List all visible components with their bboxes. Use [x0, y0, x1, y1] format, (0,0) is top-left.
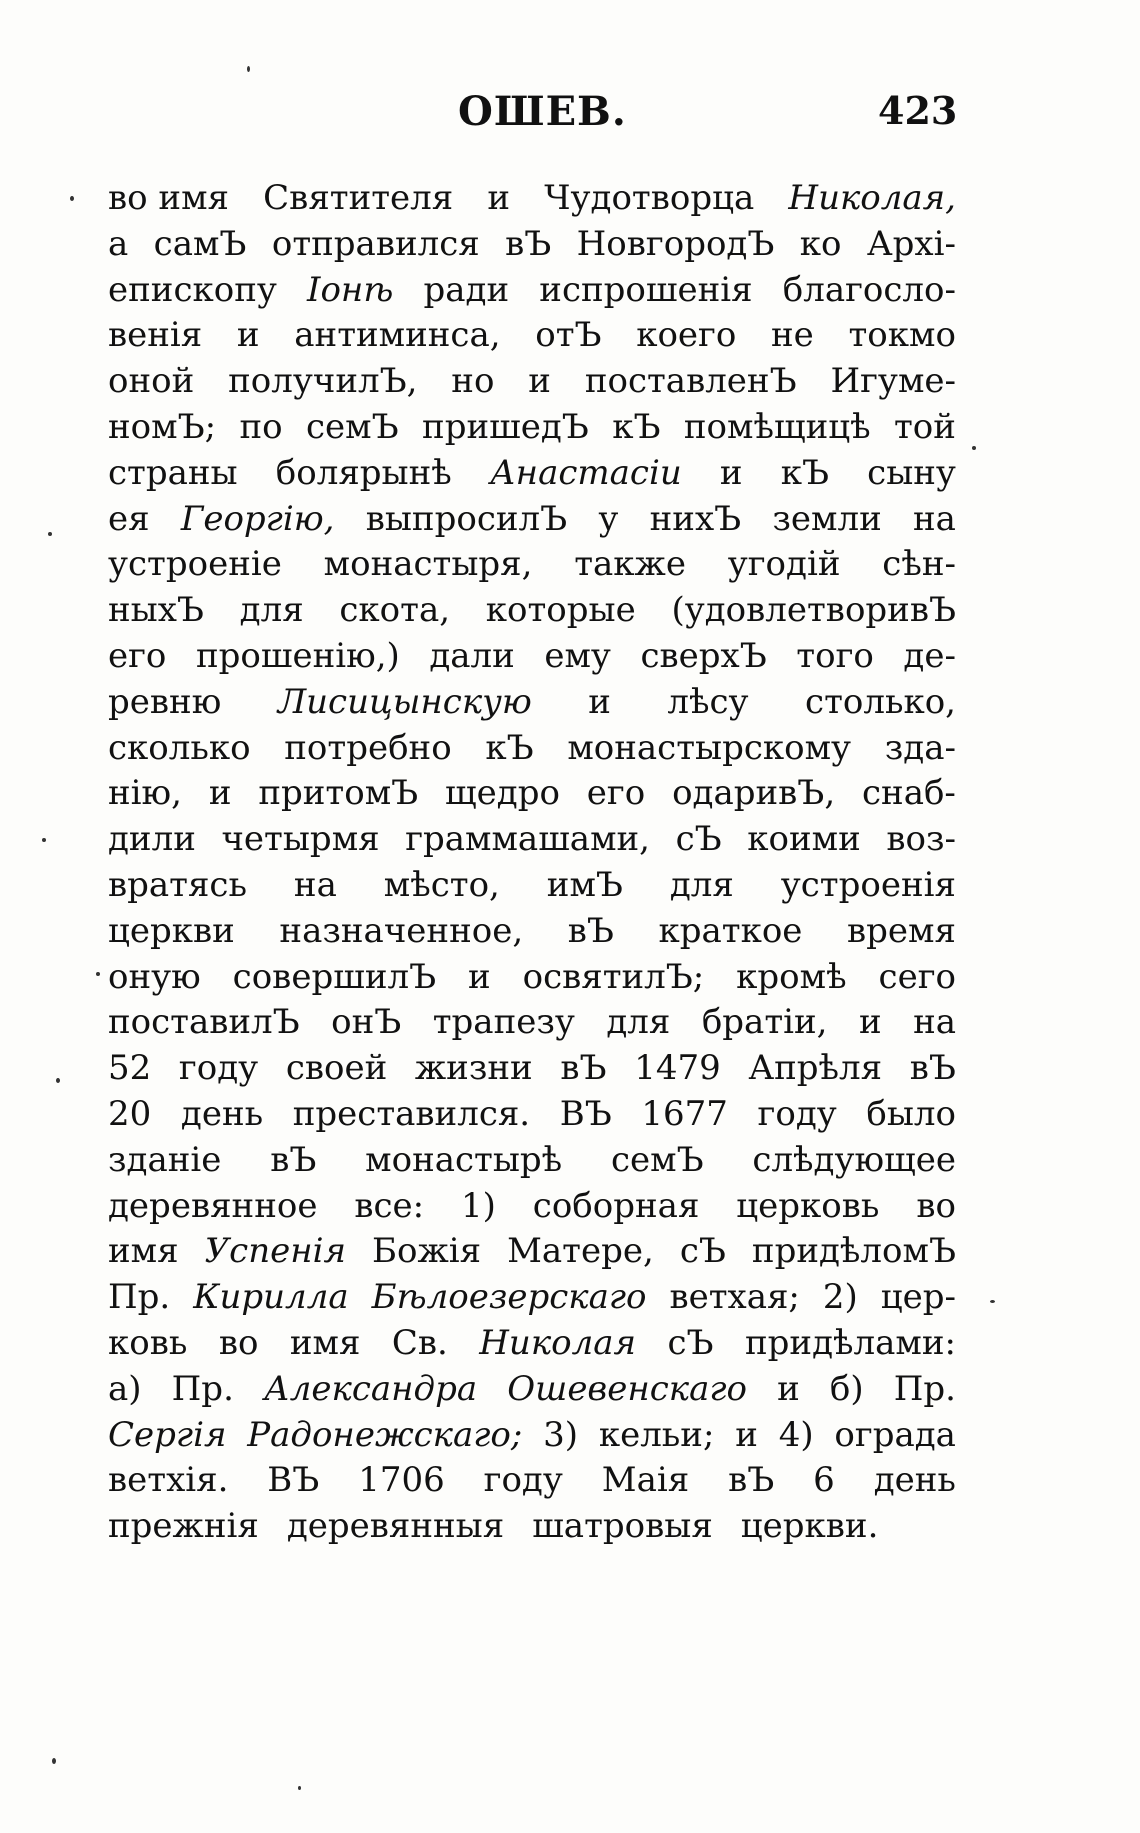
word: того: [796, 635, 874, 676]
word: монастырскому: [567, 727, 852, 768]
word: а): [108, 1368, 142, 1409]
word: на: [912, 498, 956, 539]
text-line: [108, 863, 956, 909]
scan-speck: [70, 196, 74, 201]
word: Георгію,: [180, 498, 335, 539]
word: на: [913, 1002, 956, 1043]
word: оную: [108, 956, 201, 997]
word: Кирилла: [193, 1277, 349, 1318]
word: году: [483, 1460, 563, 1501]
word: потребно: [284, 727, 452, 768]
word: сыну: [867, 452, 956, 493]
word: совершилЪ: [232, 956, 437, 997]
word: придѣломЪ: [751, 1231, 956, 1272]
text-line: [108, 1413, 956, 1459]
word: испрошенія: [539, 269, 753, 310]
word: той: [894, 406, 956, 447]
word: шатровыя: [532, 1506, 713, 1547]
page-number: 423: [878, 88, 958, 133]
word: Сергія: [108, 1414, 227, 1455]
word: и: [236, 315, 260, 356]
word: время: [847, 910, 956, 951]
word: одаривЪ,: [672, 773, 836, 814]
word: придѣлами:: [744, 1322, 956, 1363]
word: кромѣ: [736, 956, 847, 997]
text-line: [108, 497, 956, 543]
text-line: [108, 222, 956, 268]
word: (удовлетворивЪ: [671, 590, 956, 631]
word: кельи;: [598, 1414, 715, 1455]
word: церкви: [108, 910, 235, 951]
word: назначенное,: [279, 910, 524, 951]
scan-speck: [42, 838, 46, 842]
word: для: [669, 864, 734, 905]
word: день: [180, 1093, 264, 1134]
scan-speck: [96, 972, 100, 976]
word: деревянное: [108, 1185, 318, 1226]
text-line: [108, 1138, 956, 1184]
word: угодій: [727, 544, 841, 585]
word: снаб-: [861, 773, 956, 814]
word: у: [598, 498, 619, 539]
word: ея: [108, 498, 150, 539]
word: пришедЪ: [422, 406, 589, 447]
text-line: [108, 771, 956, 817]
text-line: [108, 634, 956, 680]
word: кЪ: [612, 406, 661, 447]
word: и: [858, 1002, 882, 1043]
word: поставленЪ: [584, 361, 797, 402]
word: Апрѣля: [748, 1048, 883, 1089]
word: ограда: [834, 1414, 956, 1455]
word: семЪ: [610, 1139, 704, 1180]
word: 3): [543, 1414, 579, 1455]
word: и: [487, 178, 511, 218]
word: ВЪ: [559, 1093, 612, 1134]
word: вЪ: [909, 1048, 956, 1089]
word: 20: [108, 1093, 152, 1134]
text-line: [108, 1458, 956, 1504]
text-line: [108, 176, 956, 222]
word: освятилЪ;: [522, 956, 705, 997]
word: вЪ: [560, 1048, 607, 1089]
scan-speck: [298, 1786, 301, 1790]
word: Пр.: [108, 1277, 171, 1318]
word: ветхая;: [669, 1277, 800, 1318]
word: 6: [813, 1460, 835, 1501]
word: щедро: [445, 773, 560, 814]
word: Пр.: [171, 1368, 234, 1409]
word: краткое: [658, 910, 803, 951]
word: Маія: [601, 1460, 690, 1501]
word: году: [757, 1093, 837, 1134]
word: Ошевенскаго: [507, 1368, 748, 1409]
text-line: [108, 1275, 956, 1321]
word: Чудотворца: [544, 178, 755, 218]
text-line: [108, 313, 956, 359]
word: сЪ: [675, 819, 722, 860]
word: по: [239, 406, 283, 447]
word: Бѣлоезерскаго: [371, 1277, 647, 1318]
word: вЪ: [567, 910, 614, 951]
word: мѣсто,: [383, 864, 500, 905]
word: б): [829, 1368, 864, 1409]
word: для: [606, 1002, 671, 1043]
word: зда-: [884, 727, 956, 768]
text-line: [108, 542, 956, 588]
text-line: [108, 1229, 956, 1275]
word: де-: [903, 635, 956, 676]
text-line: [108, 1092, 956, 1138]
text-line: [108, 588, 956, 634]
word: Іонѣ: [307, 269, 394, 310]
scan-speck: [990, 1300, 995, 1303]
word: венія: [108, 315, 203, 356]
word: 1): [461, 1185, 496, 1226]
word: имЪ: [546, 864, 623, 905]
text-line: [108, 451, 956, 497]
word: во: [916, 1185, 956, 1226]
scan-speck: [56, 1078, 60, 1083]
word: Святителя: [263, 178, 454, 218]
word: имя: [108, 1231, 179, 1272]
word: трапезу: [432, 1002, 575, 1043]
word: ветхія.: [108, 1460, 229, 1501]
word: цер-: [880, 1277, 956, 1318]
text-line: [108, 1184, 956, 1230]
word: номЪ;: [108, 406, 217, 447]
word: которые: [485, 590, 636, 631]
text-line: [108, 1321, 956, 1367]
word: ВЪ: [267, 1460, 320, 1501]
word: вЪ: [728, 1460, 775, 1501]
word: самЪ: [153, 223, 247, 264]
word: Николая: [479, 1322, 637, 1363]
word: отЪ: [535, 315, 602, 356]
text-line: [108, 680, 956, 726]
text-line: [108, 268, 956, 314]
word: вЪ: [270, 1139, 317, 1180]
word: Пр.: [893, 1368, 956, 1409]
word: слѣдующее: [752, 1139, 956, 1180]
text-line: [108, 909, 956, 955]
text-line: [108, 359, 956, 405]
word: ревню: [108, 681, 222, 722]
word: Александра: [264, 1368, 478, 1409]
word: дали: [429, 635, 515, 676]
word: выпросилЪ: [365, 498, 568, 539]
word: 4): [778, 1414, 814, 1455]
word: преставился.: [292, 1093, 531, 1134]
word: оной: [108, 361, 195, 402]
word: дили: [108, 819, 196, 860]
word: и: [735, 1414, 758, 1455]
scan-speck: [52, 1758, 56, 1764]
word: и: [777, 1368, 800, 1409]
word: 1706: [358, 1460, 445, 1501]
word: во: [218, 1322, 259, 1363]
word: но: [451, 361, 495, 402]
word: четырмя: [221, 819, 380, 860]
word: ко: [799, 223, 842, 264]
word: церкви.: [740, 1506, 879, 1547]
word: сего: [878, 956, 956, 997]
word: Лисицынскую: [277, 681, 532, 722]
word: Радонежскаго;: [247, 1414, 523, 1455]
word: сЪ: [667, 1322, 714, 1363]
word: все:: [354, 1185, 425, 1226]
word: кЪ: [485, 727, 534, 768]
word: семЪ: [306, 406, 399, 447]
text-line: [108, 405, 956, 451]
word: не: [771, 315, 814, 356]
word: земли: [772, 498, 882, 539]
word: Св.: [391, 1322, 448, 1363]
word: году: [178, 1048, 259, 1089]
text-line: [108, 1504, 956, 1550]
word: также: [574, 544, 686, 585]
word: деревянныя: [286, 1506, 505, 1547]
word: 1479: [634, 1048, 721, 1089]
word: имя: [289, 1322, 361, 1363]
word: 52: [108, 1048, 152, 1089]
word: скота,: [339, 590, 451, 631]
word: прежнія: [108, 1506, 259, 1547]
text-line: [108, 726, 956, 772]
word: монастырѣ: [365, 1139, 563, 1180]
word: и: [528, 361, 551, 402]
word: Божія: [372, 1231, 482, 1272]
word: и: [588, 681, 611, 722]
word: коими: [747, 819, 861, 860]
word: воз-: [886, 819, 956, 860]
word: ковь: [108, 1322, 188, 1363]
word: устроенія: [780, 864, 956, 905]
scan-speck: [972, 446, 976, 450]
word: граммашами,: [405, 819, 650, 860]
word: ему: [544, 635, 611, 676]
word: благосло-: [782, 269, 956, 310]
word: епископу: [108, 269, 277, 310]
word: и: [208, 773, 232, 814]
word: сЪ: [679, 1231, 726, 1272]
word: получилЪ,: [228, 361, 418, 402]
word: братіи,: [701, 1002, 828, 1043]
word: 1677: [641, 1093, 728, 1134]
word: церковь: [736, 1185, 880, 1226]
word: сверхЪ: [640, 635, 767, 676]
word: болярынѣ: [275, 452, 452, 493]
word: для: [239, 590, 304, 631]
text-line: [108, 1046, 956, 1092]
word: и: [719, 452, 743, 493]
word: день: [873, 1460, 956, 1501]
word: вЪ: [505, 223, 552, 264]
word: антиминса,: [294, 315, 501, 356]
word: вратясь: [108, 864, 247, 905]
text-line: [108, 955, 956, 1001]
word: прошенію,): [195, 635, 400, 676]
text-line: [108, 1000, 956, 1046]
word: токмо: [848, 315, 956, 356]
word: отправился: [271, 223, 480, 264]
word: Матере,: [507, 1231, 654, 1272]
word: онЪ: [331, 1002, 402, 1043]
word: Игуме-: [830, 361, 956, 402]
running-head: [0, 88, 1140, 138]
text-line: [108, 1367, 956, 1413]
word: устроеніе: [108, 544, 282, 585]
body-text: [108, 176, 956, 1550]
word: столько,: [805, 681, 956, 722]
word: 2): [822, 1277, 858, 1318]
word: его: [108, 635, 167, 676]
word: Архі-: [866, 223, 956, 264]
word: своей: [285, 1048, 388, 1089]
word: жизни: [414, 1048, 533, 1089]
running-head-title: ОШЕВ.: [458, 88, 627, 135]
scan-speck: [48, 532, 52, 536]
word: нихЪ: [649, 498, 742, 539]
word: сколько: [108, 727, 251, 768]
word: Николая,: [788, 178, 956, 218]
word: помѣщицѣ: [683, 406, 871, 447]
word: Успенія: [204, 1231, 346, 1272]
word: соборная: [532, 1185, 700, 1226]
word: его: [586, 773, 646, 814]
word: и: [468, 956, 491, 997]
word: во имя: [108, 178, 229, 218]
word: притомЪ: [258, 773, 419, 814]
word: нію,: [108, 773, 182, 814]
scan-speck: [247, 66, 250, 72]
word: страны: [108, 452, 238, 493]
word: зданіе: [108, 1139, 222, 1180]
word: было: [866, 1093, 956, 1134]
word: сѣн-: [882, 544, 956, 585]
word: на: [293, 864, 337, 905]
word: а: [108, 223, 129, 264]
word: Анастасіи: [489, 452, 682, 493]
word: НовгородЪ: [576, 223, 775, 264]
word: ныхЪ: [108, 590, 204, 631]
word: лѣсу: [667, 681, 749, 722]
text-line: [108, 817, 956, 863]
word: монастыря,: [323, 544, 533, 585]
word: ради: [423, 269, 510, 310]
word: кЪ: [780, 452, 829, 493]
word: коего: [636, 315, 737, 356]
word: поставилЪ: [108, 1002, 300, 1043]
